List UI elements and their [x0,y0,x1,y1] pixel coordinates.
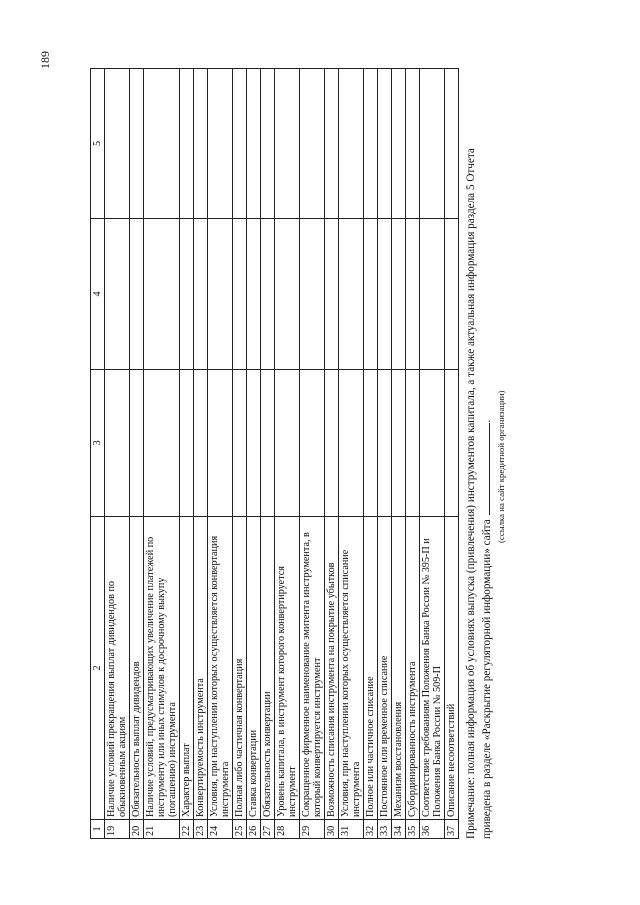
value-cell-5 [261,69,275,219]
row-number-cell: 27 [261,820,275,839]
row-number-cell: 24 [208,820,233,839]
row-description-cell: Возможность списания инструмента на покрытие убытков [325,517,339,820]
table-row [130,69,144,839]
row-description-cell: Ставка конвертации [247,517,261,820]
row-number-cell: 31 [339,820,364,839]
footnote-line-2: приведена в разделе «Раскрытие регуляторной информации» сайта [480,519,493,839]
table-row [378,69,392,839]
value-cell-4 [364,219,378,370]
table-row [208,69,233,839]
row-number-cell: 37 [445,820,459,839]
row-number-cell: 22 [180,820,194,839]
table-body [91,69,459,839]
row-number-cell: 23 [194,820,208,839]
row-description-cell: Полная либо частичная конвертация [233,517,247,820]
row-number-cell: 19 [105,820,130,839]
value-cell-4 [339,219,364,370]
value-cell-3 [233,370,247,517]
row-description-cell: Наличие условий, предусматривающих увеличение платежей по инструменту или иных стимулов к досрочному выкупу (погашению) инструмента [144,517,180,820]
header-cell: 5 [91,69,105,219]
link-caption: (ссылка на сайт кредитной организации) [496,390,506,543]
row-number-cell: 30 [325,820,339,839]
row-number-cell: 26 [247,820,261,839]
table-header-row [91,69,105,839]
row-description-cell: Соответствие требованиям Положения Банка России № 395-П и Положения Банка России № 509-П [420,517,445,820]
value-cell-3 [144,370,180,517]
value-cell-3 [325,370,339,517]
row-description-cell: Наличие условий прекращения выплат дивидендов по обыкновенным акциям [105,517,130,820]
header-cell: 4 [91,219,105,370]
row-description-cell: Полное или частичное списание [364,517,378,820]
row-number-cell: 36 [420,820,445,839]
value-cell-5 [180,69,194,219]
row-description-cell: Конвертируемость инструмента [194,517,208,820]
value-cell-5 [275,69,300,219]
value-cell-5 [300,69,325,219]
table-row [275,69,300,839]
value-cell-5 [208,69,233,219]
table-row [300,69,325,839]
table-row [445,69,459,839]
value-cell-5 [364,69,378,219]
row-number-cell: 32 [364,820,378,839]
table-row [339,69,364,839]
value-cell-3 [261,370,275,517]
value-cell-4 [392,219,406,370]
value-cell-4 [406,219,420,370]
value-cell-5 [144,69,180,219]
table-row [247,69,261,839]
value-cell-4 [233,219,247,370]
header-cell: 3 [91,370,105,517]
value-cell-4 [208,219,233,370]
row-number-cell: 21 [144,820,180,839]
footnote-line-1: Примечание: полная информация об условиях выпуска (привлечения) инструментов капитала, а также актуальная информация раздела 5 Отчета [465,148,477,839]
value-cell-4 [261,219,275,370]
row-description-cell: Субординированность инструмента [406,517,420,820]
value-cell-3 [180,370,194,517]
value-cell-4 [180,219,194,370]
table-row [105,69,130,839]
value-cell-3 [105,370,130,517]
row-number-cell: 28 [275,820,300,839]
table-row [325,69,339,839]
footnote-line-2-end: . [480,419,493,423]
value-cell-3 [130,370,144,517]
footnote [464,79,495,839]
value-cell-5 [420,69,445,219]
value-cell-5 [325,69,339,219]
value-cell-3 [364,370,378,517]
value-cell-4 [144,219,180,370]
row-description-cell: Обязательность выплат дивидендов [130,517,144,820]
link-blank-line [479,423,490,515]
value-cell-3 [445,370,459,517]
value-cell-4 [325,219,339,370]
row-description-cell: Обязательность конвертации [261,517,275,820]
value-cell-5 [130,69,144,219]
instrument-table [90,68,459,839]
row-description-cell: Описание несоответствий [445,517,459,820]
value-cell-3 [392,370,406,517]
value-cell-5 [194,69,208,219]
table-row [194,69,208,839]
table-row [144,69,180,839]
table-row [392,69,406,839]
value-cell-3 [247,370,261,517]
row-number-cell: 20 [130,820,144,839]
row-number-cell: 33 [378,820,392,839]
value-cell-3 [300,370,325,517]
table-row [364,69,378,839]
row-description-cell: Условия, при наступлении которых осуществляется списание инструмента [339,517,364,820]
value-cell-5 [339,69,364,219]
header-cell: 1 [91,820,105,839]
table-row [233,69,247,839]
value-cell-3 [378,370,392,517]
value-cell-4 [275,219,300,370]
row-description-cell: Уровень капитала, в инструмент которого конвертируется инструмент [275,517,300,820]
value-cell-5 [392,69,406,219]
value-cell-3 [406,370,420,517]
value-cell-3 [194,370,208,517]
table-row [261,69,275,839]
value-cell-4 [378,219,392,370]
value-cell-4 [300,219,325,370]
table-row [180,69,194,839]
row-description-cell: Характер выплат [180,517,194,820]
value-cell-5 [378,69,392,219]
row-number-cell: 35 [406,820,420,839]
value-cell-4 [420,219,445,370]
value-cell-4 [105,219,130,370]
header-cell: 2 [91,517,105,820]
row-description-cell: Механизм восстановления [392,517,406,820]
row-description-cell: Постоянное или временное списание [378,517,392,820]
page-number: 189 [38,51,52,69]
value-cell-5 [247,69,261,219]
value-cell-5 [233,69,247,219]
value-cell-3 [420,370,445,517]
row-description-cell: Сокращенное фирменное наименование эмитента инструмента, в который конвертируется инструмент [300,517,325,820]
row-number-cell: 34 [392,820,406,839]
value-cell-4 [445,219,459,370]
value-cell-3 [208,370,233,517]
row-description-cell: Условия, при наступлении которых осуществляется конвертация инструмента [208,517,233,820]
value-cell-3 [339,370,364,517]
row-number-cell: 25 [233,820,247,839]
value-cell-5 [406,69,420,219]
row-number-cell: 29 [300,820,325,839]
value-cell-3 [275,370,300,517]
value-cell-5 [105,69,130,219]
table-row [406,69,420,839]
value-cell-4 [194,219,208,370]
table-row [420,69,445,839]
value-cell-4 [130,219,144,370]
value-cell-5 [445,69,459,219]
value-cell-4 [247,219,261,370]
